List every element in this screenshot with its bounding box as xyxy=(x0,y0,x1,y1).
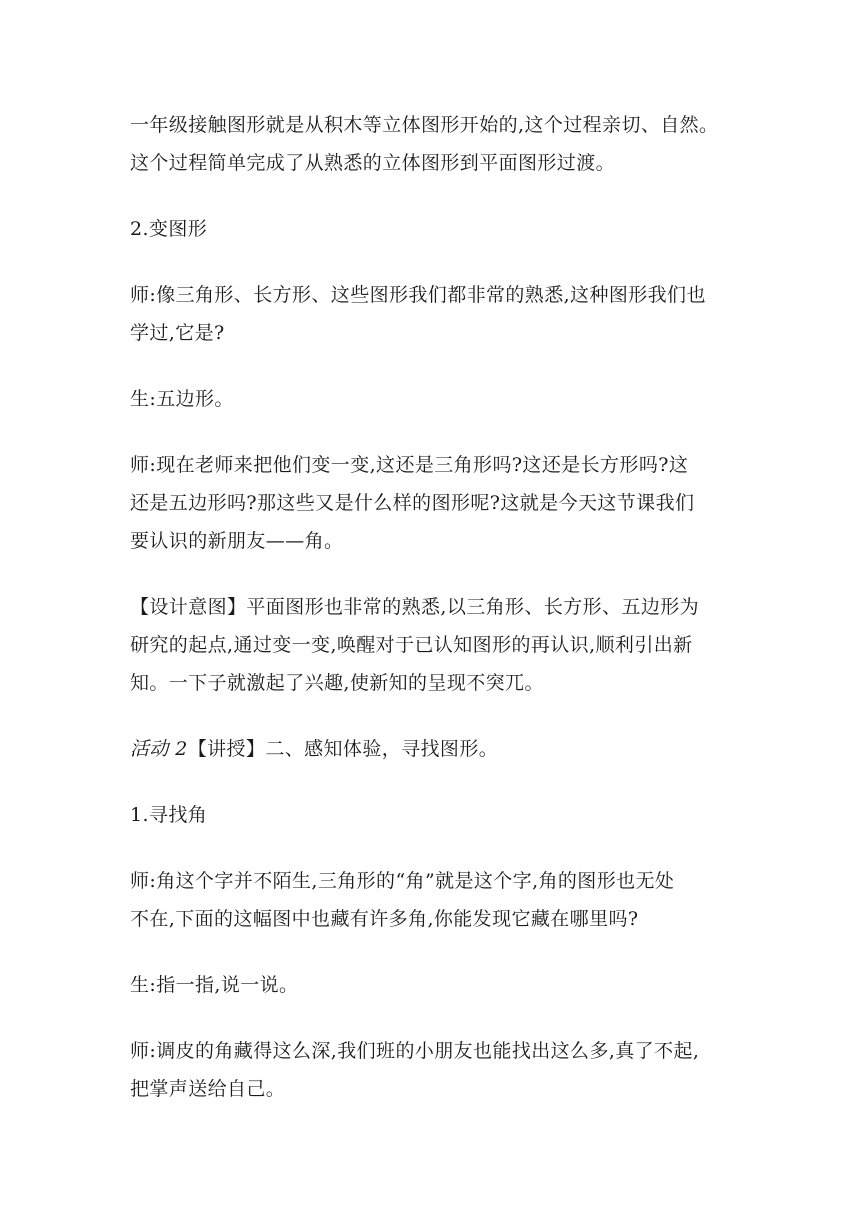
text-line: 还是五边形吗?那这些又是什么样的图形呢?这就是今天这节课我们 xyxy=(130,492,695,514)
text-line: 这个过程简单完成了从熟悉的立体图形到平面图形过渡。 xyxy=(130,152,616,174)
text-line: 不在,下面的这幅图中也藏有许多角,你能发现它藏在哪里吗? xyxy=(130,908,639,930)
heading-text: 1.寻找角 xyxy=(130,804,208,826)
text-line: 师:角这个字并不陌生,三角形的“角”就是这个字,角的图形也无处 xyxy=(130,870,675,892)
text-line: 把掌声送给自己。 xyxy=(130,1078,286,1100)
text-line: 生:指一指,说一说。 xyxy=(130,974,299,996)
paragraph-intro-summary xyxy=(130,106,740,182)
activity-heading xyxy=(130,730,740,768)
text-line: 生:五边形。 xyxy=(130,388,234,410)
activity-text: 【讲授】二、感知体验，寻找图形。 xyxy=(187,738,499,760)
section-heading-find-angle xyxy=(130,796,740,834)
activity-label: 活动 2 xyxy=(130,738,188,760)
text-line: 知。一下子就激起了兴趣,使新知的呈现不突兀。 xyxy=(130,672,544,694)
document-page xyxy=(130,106,740,1136)
paragraph-teacher-praise xyxy=(130,1032,740,1108)
heading-text: 2.变图形 xyxy=(130,218,208,240)
paragraph-teacher-angle-char xyxy=(130,862,740,938)
paragraph-student-answer xyxy=(130,380,740,418)
text-line: 研究的起点,通过变一变,唤醒对于已认知图形的再认识,顺利引出新 xyxy=(130,634,693,656)
paragraph-teacher-question xyxy=(130,276,740,352)
text-line: 【设计意图】平面图形也非常的熟悉,以三角形、长方形、五边形为 xyxy=(130,596,700,618)
paragraph-teacher-transform xyxy=(130,446,740,560)
activity-line xyxy=(130,730,740,768)
paragraph-design-intent xyxy=(130,588,740,702)
text-line: 师:调皮的角藏得这么深,我们班的小朋友也能找出这么多,真了不起, xyxy=(130,1040,700,1062)
text-line: 师:现在老师来把他们变一变,这还是三角形吗?这还是长方形吗?这 xyxy=(130,454,689,476)
text-line: 师:像三角形、长方形、这些图形我们都非常的熟悉,这种图形我们也 xyxy=(130,284,706,306)
section-heading-change-shapes xyxy=(130,210,740,248)
text-line: 一年级接触图形就是从积木等立体图形开始的,这个过程亲切、自然。 xyxy=(130,114,719,136)
text-line: 学过,它是? xyxy=(130,322,225,344)
paragraph-student-point xyxy=(130,966,740,1004)
text-line: 要认识的新朋友——角。 xyxy=(130,530,344,552)
